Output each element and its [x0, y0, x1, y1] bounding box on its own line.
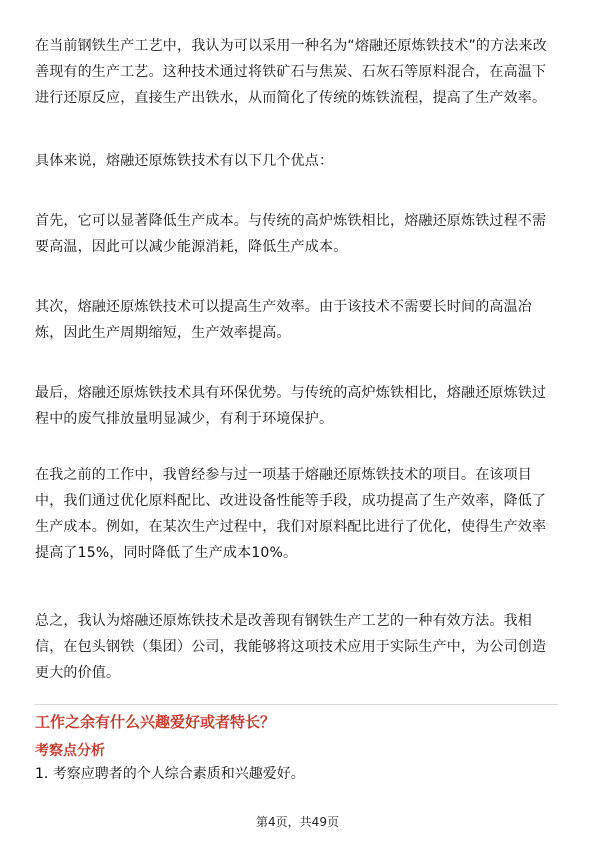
paragraph-advantages-lead: 具体来说，熔融还原炼铁技术有以下几个优点： [35, 153, 334, 169]
question-heading: 工作之余有什么兴趣爱好或者特长？ [35, 713, 276, 731]
paragraph-intro: 在当前钢铁生产工艺中，我认为可以采用一种名为“熔融还原炼铁技术”的方法来改善现有的生产工艺。这种技术通过将铁矿石与焦炭、石灰石等原料混合，在高温下进行还原反应，直接生产出铁水，从而简化了传统的炼铁流程，提高了生产效率。 [35, 38, 547, 106]
paragraph-advantage-environment: 最后，熔融还原炼铁技术具有环保优势。与传统的高炉炼铁相比，熔融还原炼铁过程中的废气排放量明显减少，有利于环境保护。 [35, 385, 547, 427]
paragraph-advantage-efficiency: 其次，熔融还原炼铁技术可以提高生产效率。由于该技术不需要长时间的高温冶炼，因此生产周期缩短，生产效率提高。 [35, 299, 532, 341]
paragraph-advantage-cost: 首先，它可以显著降低生产成本。与传统的高炉炼铁相比，熔融还原炼铁过程不需要高温，因此可以减少能源消耗，降低生产成本。 [35, 213, 547, 255]
analysis-heading: 考察点分析 [35, 743, 105, 759]
paragraph-conclusion: 总之，我认为熔融还原炼铁技术是改善现有钢铁生产工艺的一种有效方法。我相信，在包头钢铁（集团）公司，我能够将这项技术应用于实际生产中，为公司创造更大的价值。 [35, 613, 547, 681]
section-divider [35, 704, 558, 705]
paragraph-experience: 在我之前的工作中，我曾经参与过一项基于熔融还原炼铁技术的项目。在该项目中，我们通过优化原料配比、改进设备性能等手段，成功提高了生产效率，降低了生产成本。例如，在某次生产过程中，我们对原料配比进行了优化，使得生产效率提高了15%，同时降低了生产成本10%。 [35, 467, 547, 561]
analysis-point: 1. 考察应聘者的个人综合素质和兴趣爱好。 [35, 766, 305, 782]
page-number-footer: 第4页，共49页 [256, 815, 339, 829]
